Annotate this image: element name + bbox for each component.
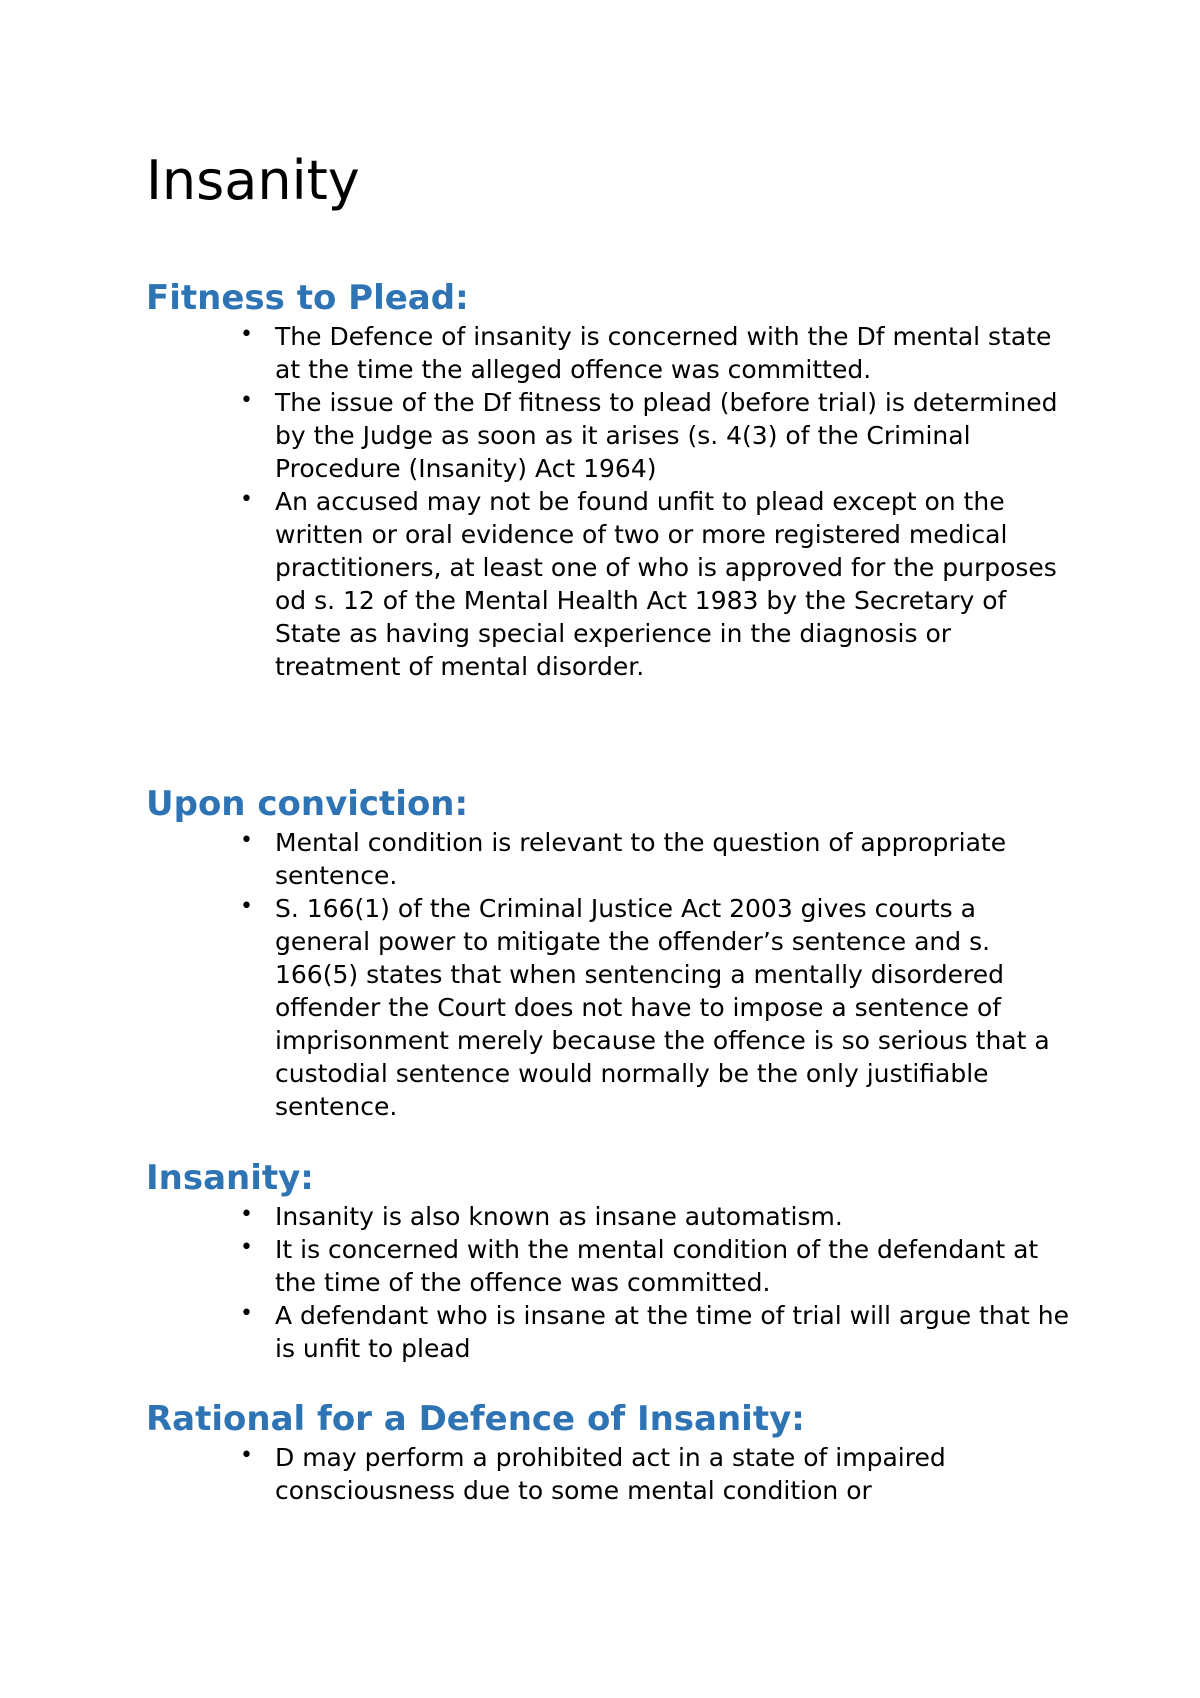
section-heading: Rational for a Defence of Insanity: <box>146 1399 805 1439</box>
list-item <box>240 826 1075 892</box>
section-rational-for-defence <box>146 1397 1066 1507</box>
section-heading: Insanity: <box>146 1158 314 1198</box>
bullet-list <box>146 320 1066 683</box>
list-item <box>240 1441 1075 1507</box>
list-item <box>240 485 1075 683</box>
list-item <box>240 1233 1075 1299</box>
list-item-text: D may perform a prohibited act in a state of impaired consciousness due to some mental condition or <box>275 1443 946 1505</box>
document-title: Insanity <box>146 149 360 212</box>
list-item-text: A defendant who is insane at the time of trial will argue that he is unfit to plead <box>275 1301 1069 1363</box>
bullet-icon: • <box>240 1202 253 1227</box>
bullet-icon: • <box>240 388 253 413</box>
section-heading: Fitness to Plead: <box>146 278 469 318</box>
bullet-icon: • <box>240 1443 253 1468</box>
bullet-list <box>146 826 1066 1123</box>
bullet-icon: • <box>240 894 253 919</box>
bullet-list <box>146 1200 1069 1365</box>
bullet-icon: • <box>240 1235 253 1260</box>
bullet-icon: • <box>240 322 253 347</box>
list-item <box>240 1299 1075 1365</box>
section-insanity <box>146 1156 1069 1365</box>
section-upon-conviction <box>146 782 1066 1123</box>
list-item-text: Mental condition is relevant to the question of appropriate sentence. <box>275 828 1007 890</box>
list-item-text: S. 166(1) of the Criminal Justice Act 2003 gives courts a general power to mitigate the offender’s sentence and s. 166(5) states that when sentencing a mentally disordered offender the Court does not have to impose a sentence of imprisonment merely because the offence is so serious that a custodial sentence would normally be the only justifiable sentence. <box>275 894 1050 1121</box>
bullet-icon: • <box>240 828 253 853</box>
list-item <box>240 1200 1075 1233</box>
list-item <box>240 320 1075 386</box>
list-item-text: The issue of the Df fitness to plead (before trial) is determined by the Judge as soon as it arises (s. 4(3) of the Criminal Procedure (Insanity) Act 1964) <box>275 388 1058 483</box>
list-item <box>240 892 1075 1123</box>
section-heading: Upon conviction: <box>146 784 469 824</box>
list-item-text: An accused may not be found unfit to plead except on the written or oral evidence of two or more registered medical practitioners, at least one of who is approved for the purposes od s. 12 of the Mental Health Act 1983 by the Secretary of State as having special experience in the diagnosis or treatment of mental disorder. <box>275 487 1057 681</box>
list-item-text: It is concerned with the mental condition of the defendant at the time of the offence was committed. <box>275 1235 1039 1297</box>
list-item-text: The Defence of insanity is concerned with the Df mental state at the time the alleged offence was committed. <box>275 322 1052 384</box>
bullet-icon: • <box>240 487 253 512</box>
bullet-list <box>146 1441 1066 1507</box>
list-item-text: Insanity is also known as insane automatism. <box>275 1202 843 1231</box>
section-fitness-to-plead <box>146 276 1066 683</box>
list-item <box>240 386 1075 485</box>
bullet-icon: • <box>240 1301 253 1326</box>
